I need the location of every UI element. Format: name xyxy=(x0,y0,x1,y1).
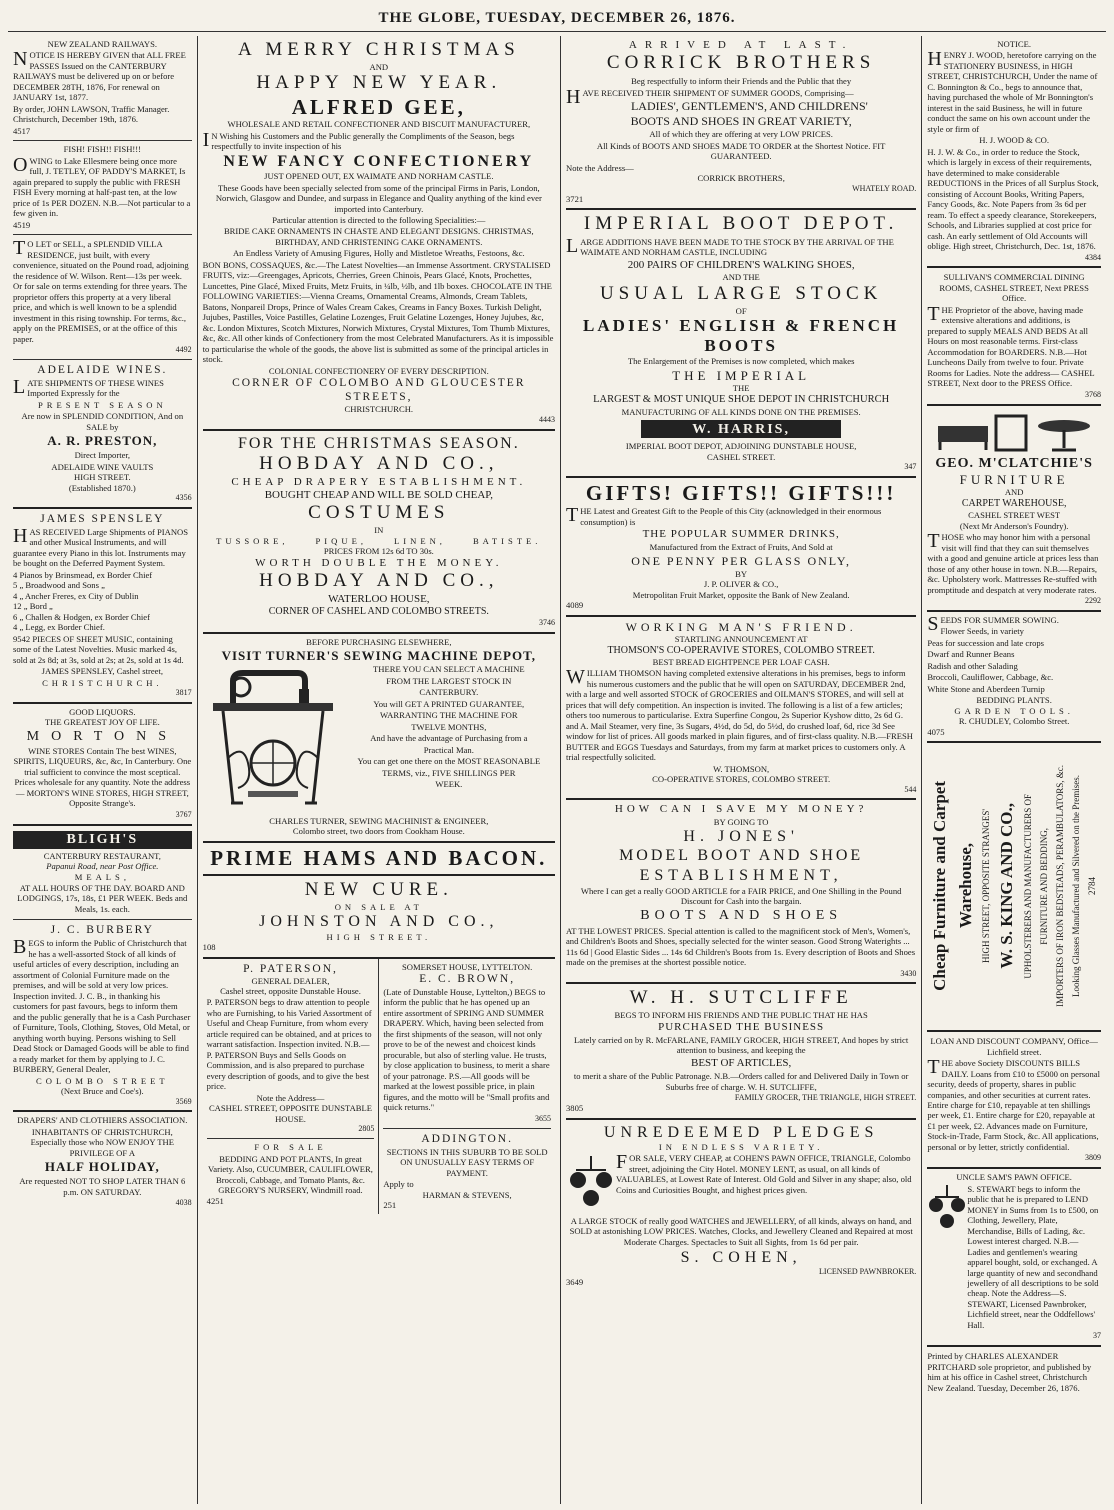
vertical-line: 2784 xyxy=(1087,877,1098,896)
ad-have: HAVE RECEIVED THEIR SHIPMENT OF SUMMER GOODS, Comprising— xyxy=(565,85,854,108)
ad-address: FAMILY GROCER, THE TRIANGLE, HIGH STREET. xyxy=(734,1093,917,1103)
ad-mclatchie xyxy=(927,406,1101,612)
pawn-balls-icon xyxy=(927,1183,967,1332)
ad-name: E. C. BROWN, xyxy=(419,972,516,985)
ad-body: LARGE ADDITIONS HAVE BEEN MADE TO THE STOCK BY THE ARRIVAL OF THE WAIMATE AND NORHAM CASTLE, INCLUDING xyxy=(565,234,894,258)
list-item: You will GET A PRINTED GUARANTEE, xyxy=(373,698,525,709)
ad-title: SEEDS FOR SUMMER SOWING. xyxy=(927,612,1059,635)
ad-title: FISH! FISH!! FISH!!! xyxy=(63,144,141,155)
ad-drapers xyxy=(13,1112,192,1212)
ad-cohen xyxy=(566,1120,916,1292)
ad-title: UNCLE SAM'S PAWN OFFICE. xyxy=(956,1172,1072,1183)
ad-usual: USUAL LARGE STOCK xyxy=(599,282,883,304)
ad-boots: BOOTS AND SHOES xyxy=(640,907,843,923)
ad-title: DRAPERS' AND CLOTHIERS ASSOCIATION. xyxy=(17,1115,188,1126)
ad-licensed: LICENSED PAWNBROKER. xyxy=(819,1267,917,1277)
ad-endless: An Endless Variety of Amusing Figures, Holly and Mistletoe Wreaths, Festoons, &c. xyxy=(232,248,525,259)
ad-number: 3655 xyxy=(535,1113,551,1123)
ad-stores: THOMSON'S CO-OPERAVIVE STORES, COLOMBO STREET. xyxy=(607,644,875,656)
ad-music: 9542 PIECES OF SHEET MUSIC, containing some of the Latest Novelties. Music marked 4s, sold at 2s 8d; at 3s, sold at 2s; at 2s, sold at 1s 4d. xyxy=(13,633,184,665)
ad-name-2: HOBDAY AND CO., xyxy=(259,569,499,591)
ad-number: 108 xyxy=(202,942,216,953)
ad-body: S. STEWART begs to inform the public that he is prepared to LEND MONEY in Sums from 1s to £500, on Clothing, Jewellery, Plate, Merchandise, Bills of Lading, &c. Lowest interest charged. N.B.—Ladies and gentlemen's wearing apparel bought, sold, or exchanged. A large quantity of new and secondhand jewellery of all descriptions to be sold cheap. Note the Address—S. STEWART, Licensed Pawnbroker, Lichfield street, near the Oddfellows' Hall. xyxy=(967,1183,1099,1330)
vertical-line: FURNITURE AND BEDDING, xyxy=(1039,827,1050,945)
ad-gifts xyxy=(566,478,916,617)
ad-warehouse: CARPET WAREHOUSE, xyxy=(961,497,1067,509)
ad-body-2: A LARGE STOCK of really good WATCHES and JEWELLERY, of all kinds, always on hand, and SOLD at astonishing LOW PRICES. Watches, Clocks, and Jewellery Cleaned and Repaired at most Moderate Charges. Spectacles to Suit all Sights, from 1s 6d per pair. xyxy=(569,1215,913,1247)
ad-the-imperial: THE IMPERIAL xyxy=(672,367,811,383)
ad-title: J. C. BURBERY xyxy=(50,924,154,937)
ad-number: 3805 xyxy=(565,1103,584,1114)
list-item: White Stone and Aberdeen Turnip xyxy=(927,683,1045,694)
ad-name: S. COHEN, xyxy=(680,1249,802,1267)
ad-for-sale xyxy=(207,1139,375,1211)
ad-season: PRESENT SEASON xyxy=(37,399,167,410)
ad-number: 4492 xyxy=(175,345,192,355)
ad-body: These Goods have been specially selected from some of the principal Firms in Paris, London, Norwich, Glasgow and Dundee, and surpass in Elegance and Quality anything of the kind ever imported into Canterbury. xyxy=(215,182,542,214)
ad-subtitle: GENERAL DEALER, xyxy=(251,975,330,986)
ad-note: Note the Address— xyxy=(256,1092,325,1103)
ad-question: HOW CAN I SAVE MY MONEY? xyxy=(614,803,868,816)
ad-subtitle: WHOLESALE AND RETAIL CONFECTIONER AND BISCUIT MANUFACTURER, xyxy=(227,119,531,130)
ad-house: SOMERSET HOUSE, LYTTELTON. xyxy=(402,961,533,972)
ad-name: H. JONES' xyxy=(683,828,799,846)
ad-body: NOTICE IS HEREBY GIVEN that ALL FREE PASSES Issued on the CANTERBURY RAILWAYS must be delivered up on or before DECEMBER 28TH, 1876, For renewal on JANUARY 1st, 1877. xyxy=(13,48,186,103)
ad-and: AND xyxy=(1004,487,1024,498)
ad-made: All Kinds of BOOTS AND SHOES MADE TO ORDER at the Shortest Notice. FIT GUARANTEED. xyxy=(596,140,886,162)
ad-number: 4356 xyxy=(175,493,192,503)
vertical-line: IMPORTERS OF IRON BEDSTEADS, PERAMBULATORS, &c. xyxy=(1055,765,1066,1007)
ad-mortons xyxy=(13,704,192,826)
ad-drink: THE POPULAR SUMMER DRINKS, xyxy=(642,528,840,541)
list-item: You can get one there on the MOST REASONABLE xyxy=(357,756,541,767)
ad-railways xyxy=(13,36,192,141)
ad-loan xyxy=(927,1032,1101,1169)
ad-street: COLOMBO STREET xyxy=(36,1075,169,1086)
ad-name: W. H. SUTCLIFFE xyxy=(629,987,853,1009)
ad-title: IMPERIAL BOOT DEPOT. xyxy=(583,213,899,235)
ad-largest: LARGEST & MOST UNIQUE SHOE DEPOT IN CHRISTCHURCH xyxy=(593,393,890,405)
ad-tools: GARDEN TOOLS. xyxy=(954,705,1074,716)
ad-enlargement: The Enlargement of the Premises is now completed, which makes xyxy=(627,356,855,367)
ad-costumes: COSTUMES xyxy=(308,502,450,524)
ad-body: THOSE who may honor him with a personal visit will find that they can suit themselves with a good and genuine article at prices less than those of any other house in town. N.B.—Repairs, &c. Upholstery work. Mattresses Re-stuffed with promptitude and despatch at very moderate rates. xyxy=(927,530,1099,595)
list-item: 4 „ Ancher Freres, ex City of Dublin xyxy=(13,590,139,601)
ad-number: 4517 xyxy=(13,125,31,136)
ad-before: BEFORE PURCHASING ELSEWHERE, xyxy=(306,637,452,648)
ad-established: (Established 1870.) xyxy=(68,482,136,493)
ad-name: ALFRED GEE, xyxy=(291,95,466,120)
ad-low: All of which they are offering at very LOW PRICES. xyxy=(649,129,833,140)
right-subcolumn xyxy=(379,959,555,1215)
ad-headline: PRIME HAMS AND BACON. xyxy=(210,845,548,870)
list-item: WEEK. xyxy=(435,779,463,790)
ad-startling: STARTLING ANNOUNCEMENT AT xyxy=(674,634,808,645)
ad-note: Note the Address— xyxy=(565,162,634,173)
ad-burbery xyxy=(13,920,192,1112)
column-1 xyxy=(8,36,198,1504)
fabric-list xyxy=(203,536,555,546)
ad-title: WORKING MAN'S FRIEND. xyxy=(625,619,857,634)
fabric-item: BATISTE. xyxy=(472,535,542,546)
ad-body: Lately carried on by R. McFARLANE, FAMILY GROCER, HIGH STREET, And hopes by strict attention to business, and keeping the xyxy=(574,1034,909,1056)
ad-title: NEW ZEALAND RAILWAYS. xyxy=(47,39,158,49)
ad-number: 3649 xyxy=(565,1277,584,1288)
ad-title: GOOD LIQUORS. xyxy=(69,706,136,717)
ad-number: 4384 xyxy=(1084,252,1101,262)
ad-number: 4251 xyxy=(206,1196,224,1207)
ad-headline: GIFTS! GIFTS!! GIFTS!!! xyxy=(585,480,897,505)
ad-body: BEGS to inform the Public of Christchurch that he has a well-assorted Stock of all kinds of useful articles of every description, including an assortment of Colonial Furniture made on the premises, and will be sold at very low prices. Inspection invited. J. C. B., in thanking his customers for past favours, begs to inform them and the public generally that he is a Cash Purchaser of Furniture, Tools, Clothing, Stoves, Old Metal, or anything worth buying. Persons wishing to Sell Dead Stock or Damaged Goods will be able to find a ready market for them by applying to J. C. BURBERY, General Dealer, xyxy=(13,936,191,1075)
ad-body: TO LET or SELL, a SPLENDID VILLA RESIDENCE, just built, with every convenience, situated on the Pound road, adjoining the residence of W. Wilson. Rent—13s per week. Or for sale on terms extending for three years. The proprietor offers this property at a very liberal price, and which is well known to be a splendid investment in this rising township. For terms, &c., apply on the PREMISES, or at the office of this paper. xyxy=(13,237,189,344)
ad-street: CASHEL STREET. xyxy=(707,451,776,462)
ad-name: CORRICK BROTHERS xyxy=(606,52,876,74)
ad-sutcliffe xyxy=(566,984,916,1119)
ad-best: BEST OF ARTICLES, xyxy=(691,1056,792,1069)
ad-body-3: Direct Importer, xyxy=(74,450,131,461)
vertical-line: Looking Glasses Manufactured and Silvered on the Premises. xyxy=(1071,775,1082,998)
list-item: 5 „ Broadwood and Sons „ xyxy=(13,580,105,591)
vertical-line: Warehouse, xyxy=(955,843,975,929)
imprint xyxy=(927,1347,1101,1398)
ad-body: FOR SALE, VERY CHEAP, at COHEN'S PAWN OFFICE, TRIANGLE, Colombo street, adjoining the City Hotel. MONEY LENT, as usual, on all kinds of VALUABLES, at Lowest Rate of Interest. Old Gold and Silver in any shape; also, old Coins and Curiosities Bought, and highest prices given. xyxy=(615,1151,912,1195)
ad-arrived: ARRIVED AT LAST. xyxy=(628,39,854,51)
ad-season: FOR THE CHRISTMAS SEASON. xyxy=(237,434,520,452)
fabric-item: PIQUE, xyxy=(315,535,367,546)
king-vertical-ad xyxy=(927,746,1101,1026)
ad-number: 3809 xyxy=(1084,1153,1101,1163)
blighs-logo: BLIGH'S xyxy=(13,831,192,849)
ad-wood xyxy=(927,36,1101,268)
ad-next: (Next Mr Anderson's Foundry). xyxy=(959,520,1069,531)
ad-imperial xyxy=(566,210,916,478)
ad-title: FOR SALE xyxy=(254,1142,327,1153)
ad-headline: VISIT TURNER'S SEWING MACHINE DEPOT, xyxy=(221,647,537,663)
ad-body: THE Proprietor of the above, having made extensive alterations and additions, is prepared to supply MEALS AND BEDS At all Hours on most reasonable terms. First-class Accommodation for BOARDERS. N.B.—Hot Luncheons Daily from twelve to four. Private Rooms for Ladies. Note the address— CASHEL STREET, Next door to the PRESS Office. xyxy=(927,302,1095,389)
ad-villa xyxy=(13,235,192,360)
imprint-text: Printed by CHARLES ALEXANDER PRITCHARD sole proprietor, and published by him at his office in Cashel street, Christchurch New Zealand. Tuesday, December 26, 1876. xyxy=(927,1351,1092,1393)
list-item: TWELVE MONTHS, xyxy=(411,721,487,732)
sewing-machine-illustration xyxy=(203,663,343,815)
vertical-line: Cheap Furniture and Carpet xyxy=(929,781,949,991)
ad-title: SULLIVAN'S COMMERCIAL DINING ROOMS, CASHEL STREET, Next PRESS Office. xyxy=(939,272,1089,304)
ad-by: BY xyxy=(735,568,748,579)
ad-beg: Beg respectfully to inform their Friends and the Public that they xyxy=(631,76,852,87)
ad-cheap: CHEAP DRAPERY ESTABLISHMENT. xyxy=(231,475,527,488)
ad-chudley xyxy=(927,612,1101,743)
ad-corrick xyxy=(566,36,916,210)
ad-body: AT THE LOWEST PRICES. Special attention is called to the magnificent stock of Men's, Women's, and Children's Boots and Shoes, specially selected for the winter season. Good Strong Waterights ... 11s 6d | Good Elastic Sides ... 14s 6d Children's Boots from 1s. Every description of Boots and Shoes made on the premises at the shortest possible notice. xyxy=(565,925,916,968)
ad-apply: Apply to xyxy=(383,1179,414,1190)
ad-number: 2805 xyxy=(358,1124,375,1134)
ad-signature: CHARLES TURNER, SEWING MACHINIST & ENGINEER, xyxy=(269,815,489,826)
ad-body: HAS RECEIVED Large Shipments of PIANOS and other Musical Instruments, and will guarantee every Piano in this lot. Instruments may be bought on the Deferred Payment System. xyxy=(13,524,189,569)
ad-number: 3746 xyxy=(538,618,555,628)
ad-pairs: 200 PAIRS OF CHILDREN'S WALKING SHOES, xyxy=(627,258,855,271)
ad-signature: JAMES SPENSLEY, Cashel street, xyxy=(41,666,163,677)
ad-uncle-sams xyxy=(927,1169,1101,1347)
ad-subtitle: CANTERBURY RESTAURANT, xyxy=(43,850,161,861)
ad-number: 4443 xyxy=(538,414,555,424)
column-2 xyxy=(198,36,561,1504)
ad-body-2: to merit a share of the Public Patronage. N.B.—Orders called for and Delivered Daily in Town or Suburbs free of charge. W. H. SUTCLIFFE, xyxy=(573,1071,909,1092)
ad-jones xyxy=(566,800,916,984)
ad-manufactured: Manufactured from the Extract of Fruits, And Sold at xyxy=(649,542,833,553)
harris-logo: W. HARRIS, xyxy=(641,420,841,438)
ad-ladies: LADIES', GENTLEMEN'S, AND CHILDRENS' xyxy=(630,99,868,114)
ad-house: WATERLOO HOUSE, xyxy=(328,592,430,605)
ad-city: CHRISTCHURCH. xyxy=(42,677,163,688)
ad-colonial: COLONIAL CONFECTIONERY OF EVERY DESCRIPTION. xyxy=(268,365,489,376)
list-item: WARRANTING THE MACHINE FOR xyxy=(380,710,518,721)
ad-ladies: LADIES' ENGLISH & FRENCH BOOTS xyxy=(583,316,900,355)
seed-list xyxy=(927,626,1101,694)
ad-title: NOTICE. xyxy=(997,39,1031,49)
fabric-item: TUSSORE, xyxy=(216,535,289,546)
ad-plants: BEDDING PLANTS. xyxy=(976,695,1052,706)
ad-bought: BOUGHT CHEAP AND WILL BE SOLD CHEAP, xyxy=(264,488,493,501)
ad-signature: W. THOMSON, xyxy=(713,763,770,774)
ad-body: WINE STORES Contain The best WINES, SPIRITS, LIQUEURS, &c, &c, In Canterbury. One trial sufficient to convince the most sceptical. Prices wholesale for any quantity. Note the address— MORTON'S WINE STORES, HIGH STREET, Opposite Strange's. xyxy=(13,745,192,809)
list-item: 4 „ Legg, ex Border Chief. xyxy=(13,622,105,633)
vertical-line: UPHOLSTERERS AND MANUFACTURERS OF xyxy=(1023,793,1034,979)
ad-vaults: ADELAIDE WINE VAULTS xyxy=(51,461,154,472)
ad-the: THE xyxy=(732,383,750,394)
ad-body: HENRY J. WOOD, heretofore carrying on the STATIONERY BUSINESS, in HIGH STREET, CHRISTCHURCH, Under the name of C. Bonnington & Co., begs to announce that, having purchased the whole of Mr Bonnington's interest in the said Business, he will in future conduct the same on his own account under the style or firm of xyxy=(927,48,1098,134)
ad-number: 4519 xyxy=(13,219,31,230)
ad-manufacturing: MANUFACTURING OF ALL KINDS DONE ON THE PREMISES. xyxy=(621,406,861,417)
ad-where: Where I can get a really GOOD ARTICLE for a FAIR PRICE, and One Shilling in the Pound Discount for Cash into the bargain. xyxy=(580,885,902,907)
ad-furniture: FURNITURE xyxy=(959,471,1069,487)
ad-number: 3430 xyxy=(900,968,917,978)
ad-name: HOBDAY AND CO., xyxy=(259,452,499,474)
ad-fish xyxy=(13,141,192,235)
ad-number: 2292 xyxy=(1084,596,1101,605)
ad-title: UNREDEEMED PLEDGES xyxy=(603,1123,879,1141)
ad-headline: NEW FANCY CONFECTIONERY xyxy=(223,152,535,170)
ad-number: 347 xyxy=(904,462,917,472)
ad-king xyxy=(927,743,1101,1032)
ad-body: (Late of Dunstable House, Lyttelton,) BEGS to inform the public that he has opened up an entire assortment of SPRING AND SUMMER DRAPERY. Which, having been selected from the first shipments of the season, will not only prove to be of the newest and choicest kinds procurable, but also of sterling value. He trusts, by close application to business, to merit a share of your patronage. P.S.—All goods will be marked at the lowest possible price, in plain figures, and the motto will be "Small profits and quick returns." xyxy=(383,987,550,1113)
ad-body: THE Latest and Greatest Gift to the People of this City (acknowledged in their enormous consumption) is xyxy=(565,504,882,527)
ad-corner: CORNER OF CASHEL AND COLOMBO STREETS. xyxy=(268,606,489,618)
ad-bread: BEST BREAD EIGHTPENCE PER LOAF CASH. xyxy=(652,656,830,667)
ad-number: 251 xyxy=(383,1200,397,1210)
ad-number: 3768 xyxy=(1084,389,1101,399)
vertical-line: W. S. KING AND CO., xyxy=(997,803,1017,969)
ad-number: 3721 xyxy=(565,193,584,204)
ad-cakes: BRIDE CAKE ORNAMENTS IN CHASTE AND ELEGANT DESIGNS. CHRISTMAS, BIRTHDAY, AND CHRISTENING CAKE ORNAMENTS. xyxy=(223,226,534,247)
ad-number: 4089 xyxy=(565,600,584,611)
ad-turner xyxy=(203,634,555,843)
turner-lines xyxy=(343,663,555,815)
ad-city: CHRISTCHURCH. xyxy=(344,404,414,415)
furniture-illustration xyxy=(927,412,1101,452)
list-item: Radish and other Salading xyxy=(927,660,1018,671)
ad-street: CASHEL STREET WEST xyxy=(968,510,1061,521)
ad-in: IN xyxy=(374,525,384,536)
ad-purchased: PURCHASED THE BUSINESS xyxy=(658,1020,825,1033)
list-item: TERMS, viz., FIVE SHILLINGS PER xyxy=(382,767,516,778)
ad-name: MORTONS xyxy=(26,728,179,744)
list-item: FROM THE LARGEST STOCK IN xyxy=(386,675,512,686)
list-item: Practical Man. xyxy=(423,744,474,755)
two-column-section xyxy=(203,959,555,1215)
ad-address: Metropolitan Fruit Market, opposite the Bank of New Zealand. xyxy=(632,589,850,600)
ad-worth: WORTH DOUBLE THE MONEY. xyxy=(255,556,503,569)
ad-alfred-gee xyxy=(203,36,555,431)
ad-headline: NEW CURE. xyxy=(304,879,453,901)
ad-body: AT ALL HOURS OF THE DAY. BOARD AND LODGINGS, 17s, 18s, £1 PER WEEK. Beds and Meals, 1s. each. xyxy=(17,883,188,914)
ad-body: INHABITANTS OF CHRISTCHURCH, Especially those who NOW ENJOY THE PRIVILEGE OF A xyxy=(30,1126,174,1158)
list-item: And have the advantage of Purchasing from a xyxy=(370,733,528,744)
ad-title: ADDINGTON. xyxy=(421,1132,513,1145)
ad-number: 3767 xyxy=(175,809,192,819)
ad-meals: MEALS, xyxy=(74,871,130,882)
ad-name: J. P. OLIVER & CO., xyxy=(703,579,779,590)
ad-addington xyxy=(383,1129,551,1215)
ad-depot: IMPERIAL BOOT DEPOT, ADJOINING DUNSTABLE HOUSE, xyxy=(625,441,857,452)
ad-address: Cashel street, opposite Dunstable House. xyxy=(220,986,361,996)
xmas-and: AND xyxy=(369,61,389,72)
ad-address: Colombo street, two doors from Cookham House. xyxy=(292,826,465,837)
ad-number: 4075 xyxy=(927,726,945,737)
column-3 xyxy=(561,36,922,1504)
column-4 xyxy=(922,36,1106,1504)
ad-body-2: Are now in SPLENDID CONDITION, And on SALE by xyxy=(21,411,184,432)
list-item: 4 Pianos by Brinsmead, ex Border Chief xyxy=(13,569,153,580)
ad-hams xyxy=(203,843,555,876)
xmas-headline-2: HAPPY NEW YEAR. xyxy=(256,72,502,94)
ad-address: Papanui Road, near Post Office. xyxy=(46,861,159,872)
ad-blighs xyxy=(13,826,192,921)
ad-half-holiday: HALF HOLIDAY, xyxy=(44,1159,160,1175)
ad-body: BEDDING AND POT PLANTS, In great Variety. Also, CUCUMBER, CAULIFLOWER, Broccoli, Cabbage, and Tomato Plants, &c. GREGORY'S NURSERY, Windmill road. xyxy=(208,1153,373,1195)
ad-name: A. R. PRESTON, xyxy=(47,433,158,449)
ad-title: LOAN AND DISCOUNT COMPANY, Office—Lichfield street. xyxy=(930,1036,1098,1057)
ad-and: AND THE xyxy=(722,272,760,283)
list-item: 12 „ Bord „ xyxy=(13,601,53,612)
ad-number: 37 xyxy=(1092,1331,1101,1341)
ad-name: GEO. M'CLATCHIE'S xyxy=(935,455,1093,471)
list-item: THERE YOU CAN SELECT A MACHINE xyxy=(373,664,525,675)
ad-signature: R. CHUDLEY, Colombo Street. xyxy=(958,716,1070,727)
ad-name: HARMAN & STEVENS, xyxy=(422,1189,512,1200)
list-item: Peas for succession and late crops xyxy=(927,637,1045,648)
list-item: Dwarf and Runner Beans xyxy=(927,649,1015,660)
ad-body: OWING to Lake Ellesmere being once more full, J. TETLEY, OF PADDY'S MARKET, Is again prepared to supply the public with FRESH FISH Every morning at half-past ten, at the low price of 1s PER DOZEN. N.B.—Not particular to a few given in. xyxy=(13,153,191,219)
ad-attention: Particular attention is directed to the following Specialities:— xyxy=(272,215,486,225)
ad-on-sale: ON SALE AT xyxy=(334,901,423,912)
ad-by: BY GOING TO xyxy=(713,816,769,827)
ad-address: (Next Bruce and Coe's). xyxy=(60,1086,144,1097)
list-item: CANTERBURY. xyxy=(419,687,479,698)
ad-number: 544 xyxy=(904,784,917,794)
ad-establishment: ESTABLISHMENT, xyxy=(639,866,843,884)
ad-variety: IN ENDLESS VARIETY. xyxy=(658,1141,824,1152)
vertical-line: HIGH STREET, OPPOSITE STRANGES' xyxy=(981,809,992,964)
masthead: THE GLOBE, TUESDAY, DECEMBER 26, 1876. xyxy=(8,6,1106,32)
ad-sullivan xyxy=(927,268,1101,405)
ad-body: WILLIAM THOMSON having completed extensive alterations in his premises, begs to inform his numerous customers and the public that he will open on SATURDAY, DECEMBER 2nd, with a large and well assorted STOCK of GROCERIES and OILMAN'S STORES, and will sell at prices that will defy competition. An inspection is invited. The following is a list of a few articles; others too numerous to particularise. Extra Superfine Congou, 2s Superior Kyshow ditto, 2s 6d G. and A. Mail Steamer, very fine, 3s Sugars, 4½d, do 5d, do 5½d, do crushed loaf, 6d, rice 3d See window for list of prices. All goods marked in plain figures, and of first-class quality. N.B.—FRESH BUTTER and EGGS Tuesdays and Saturdays, from my farm at market prices to customers only. A trial respectfully solicited. xyxy=(565,666,913,763)
ad-street: CASHEL STREET, OPPOSITE DUNSTABLE HOUSE. xyxy=(208,1103,373,1124)
pawn-balls-icon xyxy=(566,1152,616,1214)
xmas-headline: A MERRY CHRISTMAS xyxy=(237,39,520,60)
ad-name: JOHNSTON AND CO., xyxy=(259,913,499,931)
ad-brown xyxy=(383,959,551,1129)
ad-road: WHATELY ROAD. xyxy=(852,183,917,193)
ad-body: LATE SHIPMENTS OF THESE WINES Imported Expressly for the xyxy=(13,375,164,399)
ad-signature: By order, JOHN LAWSON, Traffic Manager. Christchurch, December 19th, 1876. xyxy=(13,103,170,125)
ad-firm: H. J. WOOD & CO. xyxy=(979,135,1050,146)
ad-spensley xyxy=(13,509,192,704)
list-item: 6 „ Challen & Hodgen, ex Border Chief xyxy=(13,611,150,622)
ad-johnston xyxy=(203,876,555,958)
ad-just-opened: JUST OPENED OUT, EX WAIMATE AND NORHAM CASTLE. xyxy=(264,171,494,182)
piano-list xyxy=(13,570,192,633)
ad-address: CO-OPERATIVE STORES, COLOMBO STREET. xyxy=(652,774,831,785)
ad-boots: BOOTS AND SHOES IN GREAT VARIETY, xyxy=(630,113,852,128)
ad-body-2: H. J. W. & Co., in order to reduce the Stock, which is largely in excess of their requirements, have determined to make considerable REDUCTIONS in the Prices of all Surplus Stock, consisting of Account Books, Writing Papers, Fancy Goods, &c. Note Papers from 3s 6d per ream. To effect a speedy clearance, Storekeepers, Schools, and Libraries supplied at cost price for cash. An early settlement of Old Accounts will oblige. High street, Christchurch, Dec. 1st, 1876. xyxy=(927,146,1099,252)
ad-prices: PRICES FROM 12s 6d TO 30s. xyxy=(323,546,434,557)
ad-working-mans-friend xyxy=(566,617,916,801)
ad-penny: ONE PENNY PER GLASS ONLY, xyxy=(631,553,852,568)
ad-number: 3569 xyxy=(175,1096,192,1106)
ad-model: MODEL BOOT AND SHOE xyxy=(619,847,864,865)
ad-intro: IN Wishing his Customers and the Public generally the Compliments of the Season, begs respectfully to invite inspection of his xyxy=(202,128,515,152)
fabric-item: LINEN, xyxy=(394,535,446,546)
list-item: Flower Seeds, in variety xyxy=(940,626,1024,637)
ad-body: SECTIONS IN THIS SUBURB TO BE SOLD ON UNUSUALLY EASY TERMS OF PAYMENT. xyxy=(386,1146,548,1178)
ad-subtitle: THE GREATEST JOY OF LIFE. xyxy=(44,717,160,728)
ad-title: ADELAIDE WINES. xyxy=(37,363,168,376)
ad-title: JAMES SPENSLEY xyxy=(40,512,165,525)
ad-name: P. PATERSON, xyxy=(243,962,338,975)
ad-signature: CORRICK BROTHERS, xyxy=(697,173,785,184)
ad-number: 4038 xyxy=(175,1198,192,1208)
ad-list: BON BONS, COSSAQUES, &c.—The Latest Novelties—an Immense Assortment. CRYSTALISED FRUITS, viz:—Greengages, Apricots, Cherries, Green Chinois, Pears Glacé, Knots, Prochettes, Luncettes, Pine Glacé, Mixed Fruits, Metz Fruits, in ¼lb, ½lb, and 1lb boxes. CHOCOLATE IN THE FOLLOWING VARIETIES:—Vienna Creams, Ornamental Creams, Almonds, Cream Tablets, Batons, Nonpareil Drops, Prince of Wales Cream Cakes, Creams in Fancy Boxes. Turkish Delight, Jujubes, Pastilles, Voice Pastilles, Gelatine Lozenges, Fruit Gelatine Lozenges, Honey Jujubes, &c, &c. London Mixtures, Scotch Mixtures, Norwich Mixtures, Crystal Mixtures, Tom Thumb Mixtures, &c, &c. All other kinds of Confectionery from the most Celebrated Manufacturers. As it is impossible to particularise the whole of the goods, the above list is submitted as some of the principal articles in stock. xyxy=(202,259,554,365)
ad-body: P. PATERSON begs to draw attention to people who are Furnishing, to his Varied Assortment of Useful and Cheap Furniture, from whom every article required can be obtained, and at prices to warrant satisfaction. Inspection invited. N.B.—P. PATERSON Buys and Sells Goods on Commission, and is also prepared to purchase every description of goods, and to give the best price. xyxy=(206,997,372,1092)
ad-beg: BEGS TO INFORM HIS FRIENDS AND THE PUBLIC THAT HE HAS xyxy=(614,1010,868,1021)
ad-hobday xyxy=(203,431,555,635)
ad-paterson xyxy=(207,959,375,1140)
left-subcolumn xyxy=(203,959,380,1215)
ad-corner: CORNER OF COLOMBO AND GLOUCESTER STREETS, xyxy=(232,377,526,404)
ad-body-2: Are requested NOT TO SHOP LATER THAN 6 p.m. ON SATURDAY. xyxy=(19,1176,186,1197)
ad-adelaide-wines xyxy=(13,360,192,509)
list-item: Broccoli, Cauliflower, Cabbage, &c. xyxy=(927,672,1054,683)
ad-body: THE above Society DISCOUNTS BILLS DAILY. Loans from £10 to £5000 on personal security, deeds of property, shares in public companies, and other securities at current rates. Entire charge for £10, repayable at ten shillings per week, £1. Entire charge for £20, repayable at £1 per week, £2. Advances made on Furniture, Stock-in-Trade, Farm Stock, &c. All applications, personal or by letter, strictly confidential. xyxy=(927,1056,1100,1152)
ad-street: HIGH STREET. xyxy=(326,931,432,942)
ad-street: HIGH STREET. xyxy=(74,472,131,483)
ad-of: OF xyxy=(735,305,747,316)
ad-number: 3817 xyxy=(175,688,192,698)
